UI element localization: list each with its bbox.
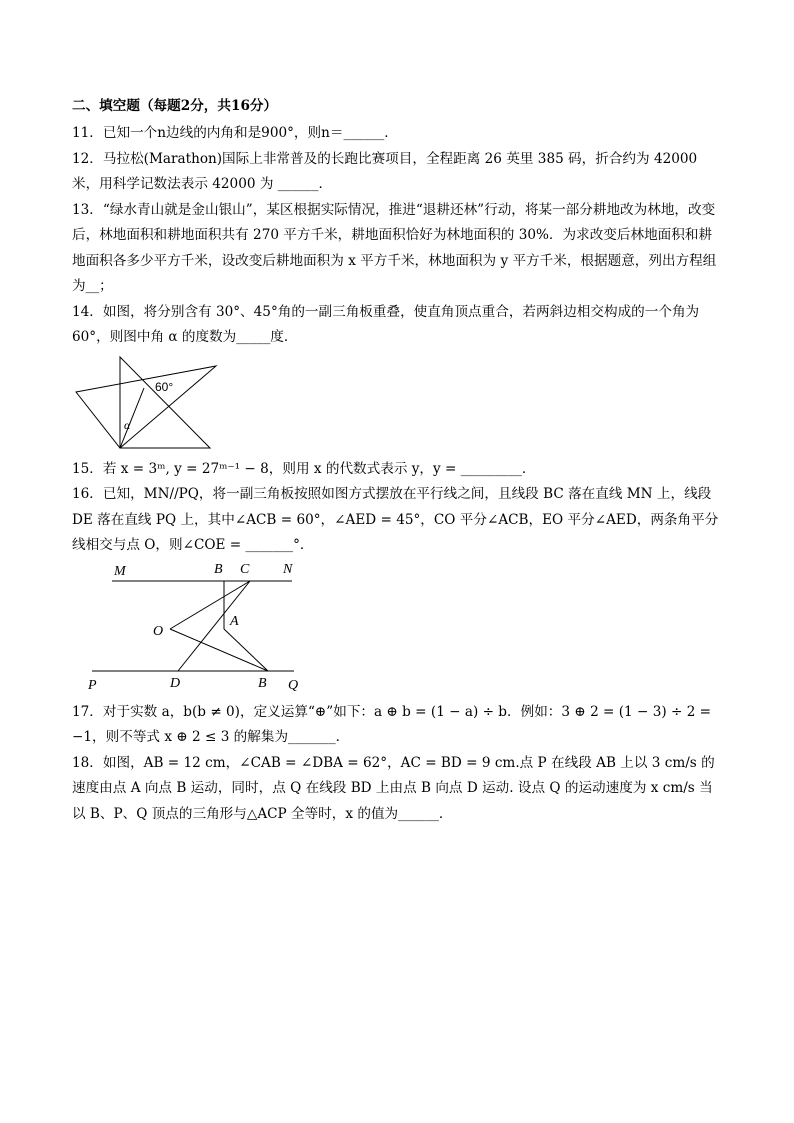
question-18: 18．如图，AB = 12 cm，∠CAB = ∠DBA = 62°，AC = BD = 9 cm.点 P 在线段 AB 上以 3 cm/s 的速度由点 A 向点 B 运动，同时，点 Q 在线段 BD 上由点 B 向点 D 运动. 设点 Q 的运动速度为 x cm/s 当以 B、P、Q 顶点的三角形与△ACP 全等时，x 的值为______． [72, 754, 715, 822]
question-16: 16．已知，MN//PQ，将一副三角板按照如图方式摆放在平行线之间，且线段 BC 落在直线 MN 上，线段 DE 落在直线 PQ 上，其中∠ACB = 60°，∠AED = 45°，CO 平分∠ACB，EO 平分∠AED，两条角平分线相交与点 O，则∠COE = _______°． [72, 486, 719, 553]
figure-14-triangles [72, 353, 232, 453]
triangle-30-degree [76, 366, 216, 448]
label-M: M [114, 563, 126, 579]
segment-CD [178, 581, 250, 671]
question-15: 15．若 x = 3ᵐ, y = 27ᵐ⁻¹ − 8，则用 x 的代数式表示 y，y = _________． [72, 460, 536, 477]
label-A: A [230, 613, 239, 629]
question-13: 13．“绿水青山就是金山银山”，某区根据实际情况，推进“退耕还林”行动，将某一部分耕地改为林地，改变后，林地面积和耕地面积共有 270 平方千米，耕地面积恰好为林地面积的 30%．为求改变后林地面积和耕地面积各多少平方千米，设改变后耕地面积为 x 平方千米，林地面积为 y 平方千米，根据题意，列出方程组为__； [72, 201, 717, 294]
label-P: P [88, 677, 97, 693]
bisector-EO [170, 629, 268, 671]
segment-AE [224, 629, 268, 671]
question-11: 11．已知一个n边线的内角和是900°，则n＝______． [72, 125, 398, 141]
section-title: 二、填空题（每题2分，共16分） [72, 98, 278, 114]
label-D: D [170, 675, 181, 691]
label-C: C [240, 561, 250, 577]
label-N: N [283, 561, 293, 577]
question-12: 12．马拉松(Marathon)国际上非常普及的长跑比赛项目，全程距离 26 英里 385 码，折合约为 42000 米，用科学记数法表示 42000 为 ______． [72, 150, 698, 192]
question-17: 17．对于实数 a，b(b ≠ 0)，定义运算“⊕”如下：a ⊕ b = (1 − a) ÷ b．例如：3 ⊕ 2 = (1 − 3) ÷ 2 = −1，则不等式 x ⊕ 2 ≤ 3 的解集为_______． [72, 703, 712, 745]
label-O: O [153, 623, 164, 639]
label-B-top: B [214, 561, 223, 577]
figure-16-parallel-lines [72, 561, 332, 696]
label-60-degree: 60° [155, 379, 174, 394]
triangle-45-degree [120, 357, 210, 448]
label-alpha: α [124, 417, 131, 432]
page-content [72, 96, 722, 827]
label-Q: Q [288, 677, 299, 693]
question-14: 14．如图，将分别含有 30°、45°角的一副三角板重叠，使直角顶点重合，若两斜边相交构成的一个角为 60°，则图中角 α 的度数为_____度． [72, 303, 700, 345]
label-B-bottom: B [258, 675, 267, 691]
